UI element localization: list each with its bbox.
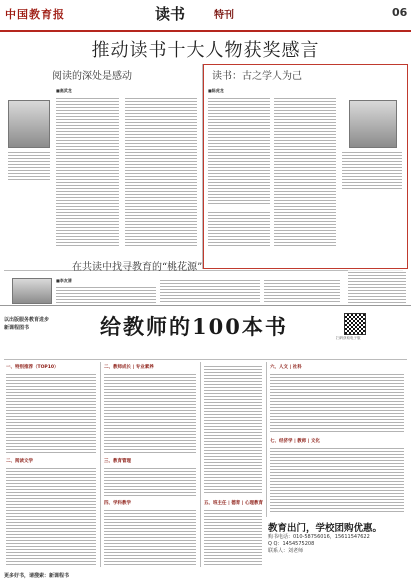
article3-text-col1	[56, 285, 156, 304]
band-bottom-rule	[4, 359, 407, 360]
masthead	[0, 0, 411, 32]
author3-photo	[12, 278, 52, 304]
page-number: 06	[392, 6, 408, 19]
article1-text-col2	[125, 96, 197, 246]
article2-title: 读书：古之学人为己	[212, 71, 302, 82]
category-heading: 五、班主任 | 德育 | 心理教育	[204, 501, 264, 506]
page-headline: 推动读书十大人物获奖感言	[91, 40, 320, 61]
promo-contact: 联系人：刘老师	[268, 548, 304, 554]
promo-phone: 购书电话：010-58756016，15611547622	[268, 534, 370, 540]
article2-text-col1	[208, 96, 270, 206]
article3-author: ■李友清	[56, 278, 72, 283]
category-heading: 四、学科教学	[104, 501, 131, 506]
category-heading: 六、人文 | 社科	[270, 365, 302, 370]
section-title: 读书	[155, 5, 186, 23]
book-list-col2a	[104, 372, 196, 454]
article1-author: ■高武龙	[56, 88, 72, 93]
purchase-info	[268, 520, 408, 555]
list-divider	[266, 362, 267, 517]
promo-qq: Q Q：1454575208	[268, 541, 315, 547]
book-list-col2b	[104, 466, 196, 496]
article3-text-col3	[264, 278, 340, 304]
list-divider	[200, 362, 201, 567]
author1-bio	[8, 150, 50, 180]
book-list-col4a	[270, 372, 404, 432]
article3-title: 在共读中找寻教育的“桃花源”	[72, 262, 203, 273]
paper-logo: 中国教育报	[5, 8, 65, 21]
list-divider	[100, 362, 101, 567]
publisher-name: 新课程图书	[4, 325, 30, 331]
category-heading: 一、特别推荐（TOP10）	[6, 365, 59, 370]
band-top-rule	[0, 305, 411, 306]
article1-title: 阅读的深处是感动	[52, 71, 132, 82]
publisher-slogan: 以出版服务教育进步	[4, 317, 50, 323]
qr-code[interactable]	[344, 313, 366, 335]
book-list-col2c	[104, 508, 196, 566]
footer-search-note: 更多好书，请搜索：新课程书	[4, 573, 70, 579]
promo-title: 教育出门，学校团购优惠。	[268, 523, 383, 534]
book-list-col1b	[6, 466, 96, 566]
booklist-title: 给教师的100本书	[100, 314, 288, 339]
book-list-col3a	[204, 364, 262, 494]
section-divider	[4, 270, 403, 271]
author2-photo	[349, 100, 397, 148]
article3-text-col2	[160, 278, 260, 304]
category-heading: 七、经济学 | 教师 | 文化	[270, 439, 321, 444]
category-heading: 二、阅读文学	[6, 459, 33, 464]
book-list-col1a	[6, 372, 96, 454]
author2-bio	[342, 150, 402, 190]
article2-author: ■陈虎龙	[208, 88, 224, 93]
section-subtitle: 特刊	[214, 10, 234, 21]
article2-pullquote	[208, 210, 270, 246]
author1-photo	[8, 100, 50, 148]
category-heading: 二、教师成长 | 专业素养	[104, 365, 154, 370]
article1-text-col1	[56, 96, 119, 246]
qr-caption: 扫码获取电子版	[336, 336, 361, 340]
book-list-col3b	[204, 508, 262, 566]
sidebar-editor-note	[348, 270, 406, 304]
category-heading: 三、教育管理	[104, 459, 131, 464]
article2-text-col2	[274, 96, 336, 246]
book-list-col4b	[270, 446, 404, 512]
publisher-logo	[4, 316, 49, 332]
